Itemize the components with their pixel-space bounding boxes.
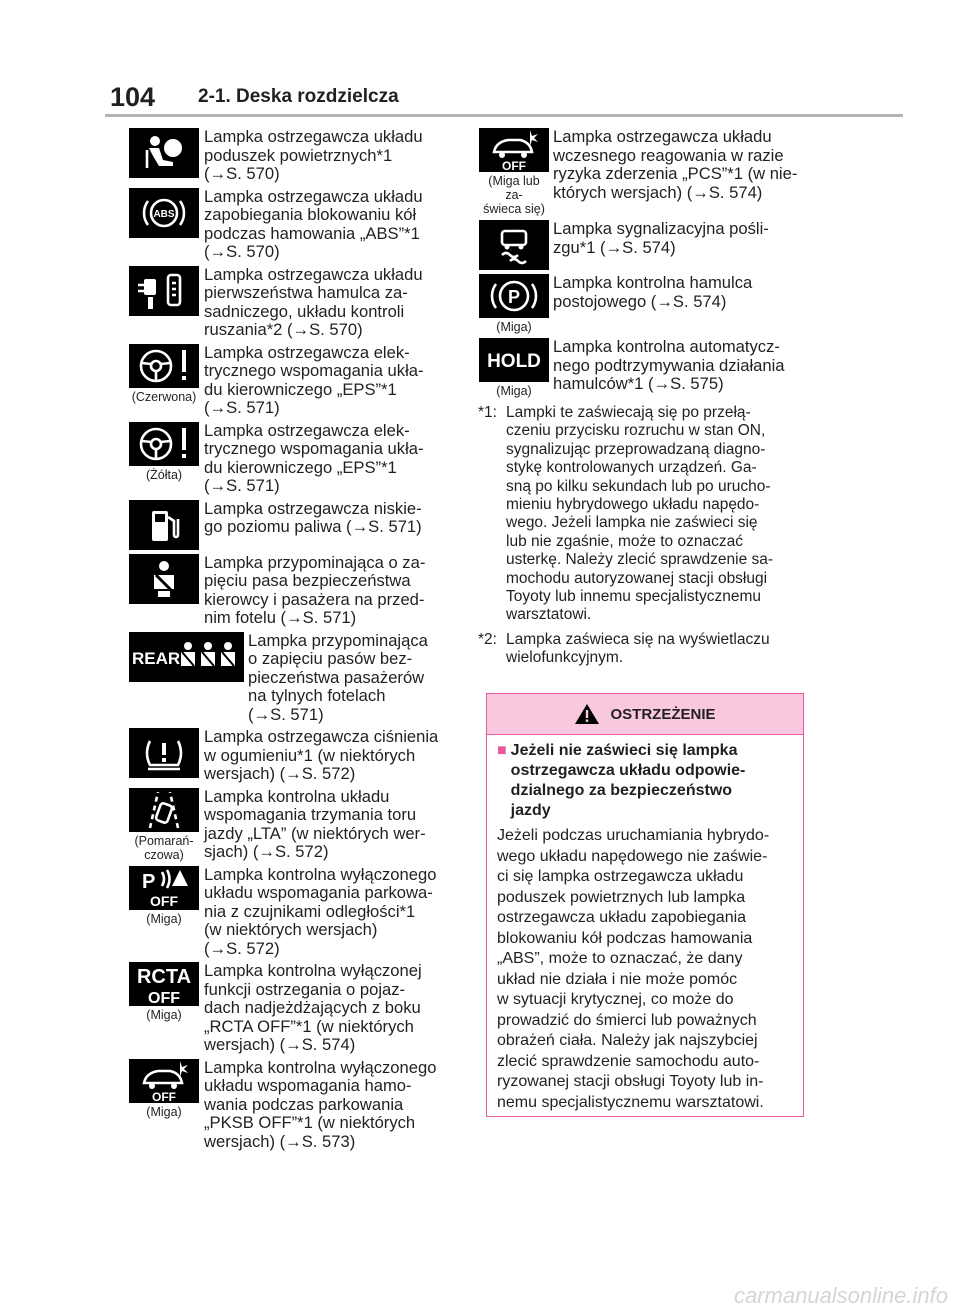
warning-triangle-icon	[574, 703, 600, 725]
indicator-entry	[128, 188, 463, 262]
description-line: ryzyka zderzenia „PCS”*1 (w nie-	[553, 164, 798, 183]
warning-body-line: blokowaniu kół podczas hamowania	[497, 929, 753, 947]
indicator-description	[204, 266, 423, 340]
brake-hold-icon	[479, 338, 549, 382]
indicator-description	[553, 220, 769, 257]
rear-seatbelt-icon	[129, 632, 244, 682]
icon-caption: (Miga lub za- świeca się)	[483, 174, 545, 216]
warning-subtitle	[497, 741, 793, 821]
description-line: Lampka ostrzegawcza układu	[204, 186, 423, 206]
indicator-description	[248, 632, 428, 725]
indicator-description	[204, 728, 438, 784]
footnote-line: Lampki te zaświecają się po przełą-	[506, 404, 751, 421]
abs-icon	[129, 188, 199, 238]
description-line: trycznego wspomagania ukła-	[204, 439, 424, 458]
footnote	[478, 631, 804, 668]
warning-body-line: poduszek powietrznych lub lampka	[497, 888, 746, 906]
warning-subtitle-line: jazdy	[510, 802, 551, 819]
warning-body-line: układ nie działa i nie może pomóc	[497, 970, 738, 988]
svg-text:P: P	[507, 287, 521, 307]
indicator-entry	[128, 344, 463, 418]
indicator-entry	[478, 128, 804, 216]
description-line: Lampka kontrolna hamulca	[553, 273, 753, 292]
indicator-description	[204, 188, 423, 262]
description-line: wania podczas parkowania	[204, 1094, 404, 1114]
description-line: wspomagania trzymania toru	[204, 805, 417, 824]
indicator-entry	[128, 422, 463, 496]
warning-body-line: „ABS”, może to oznaczać, że dany	[497, 950, 743, 967]
svg-text:OFF: OFF	[502, 159, 526, 172]
description-line: pierwszeństwa hamulca za-	[204, 283, 408, 302]
description-line: kierowcy i pasażera na przed-	[204, 589, 425, 609]
icon-caption: (Miga)	[146, 1104, 182, 1119]
description-line: zapobiegania blokowaniu kół	[204, 205, 417, 224]
section-title: 2-1. Deska rozdzielcza	[198, 86, 399, 107]
footnote-line: warsztatowi.	[506, 606, 592, 624]
indicator-description	[204, 422, 424, 496]
description-line: „PKSB OFF”*1 (w niektórych	[204, 1113, 416, 1132]
indicator-description	[553, 338, 785, 394]
pcs-off-icon	[479, 128, 549, 172]
icon-caption: (Miga)	[496, 320, 532, 334]
footnote-line: mochodu autoryzowanej stacji obsługi	[506, 569, 768, 587]
description-line: Lampka kontrolna układu	[204, 786, 390, 806]
warning-body-line: wego układu napędowego nie zaświe-	[497, 847, 768, 865]
svg-text:RCTA: RCTA	[136, 966, 192, 988]
footnote-line: stykę kontrolowanych urządzeń. Ga-	[506, 459, 757, 477]
description-line: (→S. 571)	[204, 476, 280, 495]
tire-pressure-icon	[129, 728, 199, 778]
seatbelt-icon	[129, 554, 199, 604]
warning-subtitle-line: Jeżeli nie zaświeci się lampka	[510, 742, 738, 759]
svg-text:OFF: OFF	[152, 1089, 176, 1103]
description-line: ruszania*2 (→S. 570)	[204, 320, 363, 339]
description-line: Lampka przypominająca o za-	[204, 552, 426, 572]
svg-text:OFF: OFF	[150, 892, 178, 909]
description-line: których wersjach) (→S. 574)	[553, 182, 763, 202]
indicator-entry	[128, 1059, 463, 1152]
description-line: nia z czujnikami odległości*1	[204, 901, 416, 921]
description-line: podczas hamowania „ABS”*1	[204, 223, 420, 243]
description-line: go poziomu paliwa (→S. 571)	[204, 517, 422, 536]
indicator-entry	[128, 788, 463, 862]
description-line: postojowego (→S. 574)	[553, 291, 727, 311]
indicator-description	[553, 128, 797, 202]
warning-header	[487, 694, 803, 735]
indicator-entry	[128, 728, 463, 784]
indicator-description	[204, 788, 426, 862]
fuel-pump-icon	[129, 500, 199, 550]
description-line: Lampka kontrolna wyłączonego	[204, 1057, 437, 1077]
footnote-line: mieniu hybrydowego układu napędo-	[506, 496, 760, 514]
warning-box	[486, 693, 804, 1117]
eps-red-icon	[129, 344, 199, 388]
rcta-off-icon	[129, 962, 199, 1006]
warning-body-line: obrażeń ciała. Należy jak najszybciej	[497, 1032, 758, 1049]
description-line: hamulców*1 (→S. 575)	[553, 374, 724, 393]
brake-override-icon	[129, 266, 199, 316]
footer-watermark: carmanualsonline.info	[733, 1283, 948, 1308]
description-line: jazdy „LTA” (w niektórych wer-	[204, 823, 426, 843]
indicator-description	[204, 128, 423, 184]
right-column	[478, 128, 804, 674]
parking-sensor-off-icon	[129, 866, 199, 910]
indicator-entry	[128, 500, 463, 550]
description-line: wersjach) (→S. 574)	[204, 1035, 356, 1054]
warning-body-line: prowadzić do śmierci lub poważnych	[497, 1011, 757, 1029]
warning-subtitle-line: ostrzegawcza układu odpowie-	[510, 762, 746, 779]
square-bullet-icon: ■	[497, 742, 507, 759]
description-line: wczesnego reagowania w razie	[553, 145, 784, 165]
warning-body	[497, 826, 793, 1113]
description-line: (w niektórych wersjach)	[204, 920, 378, 939]
warning-body-line: ostrzegawcza układu zapobiegania	[497, 909, 747, 926]
footnote-line: Toyoty lub innemu specjalistycznemu	[506, 588, 762, 606]
description-line: Lampka kontrolna wyłączonej	[204, 961, 422, 980]
description-line: Lampka ostrzegawcza elek-	[204, 342, 410, 362]
description-line: sadniczego, układu kontroli	[204, 301, 405, 321]
description-line: o zapięciu pasów bez-	[248, 649, 413, 668]
footnote	[478, 404, 804, 625]
description-line: Lampka ostrzegawcza układu	[204, 264, 423, 284]
description-line: układu wspomagania parkowa-	[204, 883, 433, 902]
description-line: funkcji ostrzegania o pojaz-	[204, 979, 406, 999]
header-rule	[105, 114, 903, 117]
icon-caption: (Miga)	[146, 1008, 182, 1022]
warning-subtitle-line: dzialnego za bezpieczeństwo	[510, 782, 733, 799]
warning-body-line: ryzowanej stacji obsługi Toyoty lub in-	[497, 1073, 764, 1090]
svg-text:REAR: REAR	[132, 648, 181, 668]
indicator-description	[204, 554, 425, 628]
indicator-entry	[128, 128, 463, 184]
description-line: pięciu pasa bezpieczeństwa	[204, 571, 411, 590]
description-line: trycznego wspomagania ukła-	[204, 361, 424, 380]
warning-body-line: ci się lampka ostrzegawcza układu	[497, 868, 744, 885]
description-line: „RCTA OFF”*1 (w niektórych	[204, 1016, 414, 1036]
description-line: du kierowniczego „EPS”*1	[204, 379, 397, 399]
description-line: nego podtrzymywania działania	[553, 355, 785, 375]
svg-text:ABS: ABS	[153, 208, 175, 220]
icon-caption: (Miga)	[146, 911, 182, 926]
icon-caption: (Miga)	[496, 384, 532, 398]
warning-body-line: w sytuacji krytycznej, co może do	[497, 991, 734, 1008]
svg-text:P: P	[142, 870, 156, 893]
description-line: Lampka kontrolna wyłączonego	[204, 864, 437, 884]
description-line: pieczeństwa pasażerów	[248, 667, 425, 687]
svg-text:OFF: OFF	[148, 990, 180, 1007]
description-line: Lampka sygnalizacyjna pośli-	[553, 219, 769, 238]
page-number: 104	[110, 82, 156, 112]
indicator-entry	[128, 632, 463, 725]
description-line: Lampka ostrzegawcza układu	[553, 127, 772, 146]
warning-title: OSTRZEŻENIE	[610, 705, 716, 723]
icon-caption: (Pomarań- czowa)	[134, 833, 194, 862]
indicator-description	[204, 344, 424, 418]
indicator-entry	[478, 338, 804, 398]
indicator-entry	[478, 274, 804, 334]
pksb-off-icon	[129, 1059, 199, 1103]
description-line: Lampka ostrzegawcza elek-	[204, 420, 410, 440]
indicator-description	[204, 500, 422, 537]
indicator-entry	[128, 266, 463, 340]
footnote-line: sną po kilku sekundach lub po urucho-	[506, 477, 771, 495]
icon-caption: (Żółta)	[145, 467, 183, 482]
description-line: (→S. 571)	[248, 704, 324, 724]
indicator-entry	[128, 554, 463, 628]
footnote-mark: *2:	[478, 630, 497, 648]
description-line: (→S. 570)	[204, 242, 280, 261]
description-line: wersjach) (→S. 572)	[204, 764, 356, 783]
footnote-line: wego. Jeżeli lampka nie zaświeci się	[506, 514, 758, 532]
description-line: (→S. 570)	[204, 164, 280, 183]
footnote-line: wielofunkcyjnym.	[506, 649, 624, 667]
left-column	[128, 128, 463, 1155]
indicator-description	[204, 1059, 436, 1152]
airbag-warning-icon	[129, 128, 199, 178]
parking-brake-icon	[479, 274, 549, 318]
warning-body-line: Jeżeli podczas uruchamiania hybrydo-	[497, 827, 770, 844]
description-line: Lampka ostrzegawcza układu	[204, 127, 423, 146]
footnote-mark: *1:	[478, 404, 497, 421]
description-line: (→S. 572)	[204, 938, 280, 958]
description-line: du kierowniczego „EPS”*1	[204, 457, 397, 477]
description-line: nim fotelu (→S. 571)	[204, 608, 357, 627]
indicator-description	[204, 962, 422, 1055]
description-line: układu wspomagania hamo-	[204, 1076, 412, 1095]
icon-caption: (Czerwona)	[131, 389, 197, 404]
slip-indicator-icon	[479, 220, 549, 270]
description-line: sjach) (→S. 572)	[204, 842, 329, 861]
description-line: Lampka kontrolna automatycz-	[553, 337, 780, 356]
eps-yellow-icon	[129, 422, 199, 466]
description-line: poduszek powietrznych*1	[204, 145, 393, 165]
lane-trace-icon	[129, 788, 199, 832]
indicator-entry	[128, 962, 463, 1055]
footnote-line: czeniu przycisku rozruchu w stan ON,	[506, 422, 766, 440]
footnote-line: sygnalizując przeprowadzaną diagno-	[506, 440, 766, 458]
description-line: (→S. 571)	[204, 398, 280, 417]
description-line: Lampka ostrzegawcza ciśnienia	[204, 727, 439, 746]
warning-body-line: nemu specjalistycznemu warsztatowi.	[497, 1093, 764, 1111]
description-line: w ogumieniu*1 (w niektórych	[204, 745, 416, 765]
description-line: dach nadjeżdżających z boku	[204, 998, 421, 1017]
footnote-line: Lampka zaświeca się na wyświetlaczu	[506, 630, 770, 648]
svg-text:HOLD: HOLD	[487, 351, 541, 372]
indicator-entry	[478, 220, 804, 270]
description-line: wersjach) (→S. 573)	[204, 1131, 356, 1151]
description-line: Lampka ostrzegawcza niskie-	[204, 498, 422, 518]
footnote-line: lub nie zgaśnie, może to oznaczać	[506, 532, 743, 550]
description-line: na tylnych fotelach	[248, 686, 386, 705]
indicator-entry	[128, 866, 463, 959]
description-line: Lampka przypominająca	[248, 630, 428, 650]
warning-body-line: zlecić sprawdzenie samochodu auto-	[497, 1052, 760, 1070]
description-line: zgu*1 (→S. 574)	[553, 237, 676, 257]
indicator-description	[204, 866, 436, 959]
footnote-line: usterkę. Należy zlecić sprawdzenie sa-	[506, 551, 774, 569]
indicator-description	[553, 274, 752, 311]
footnotes	[478, 404, 804, 668]
